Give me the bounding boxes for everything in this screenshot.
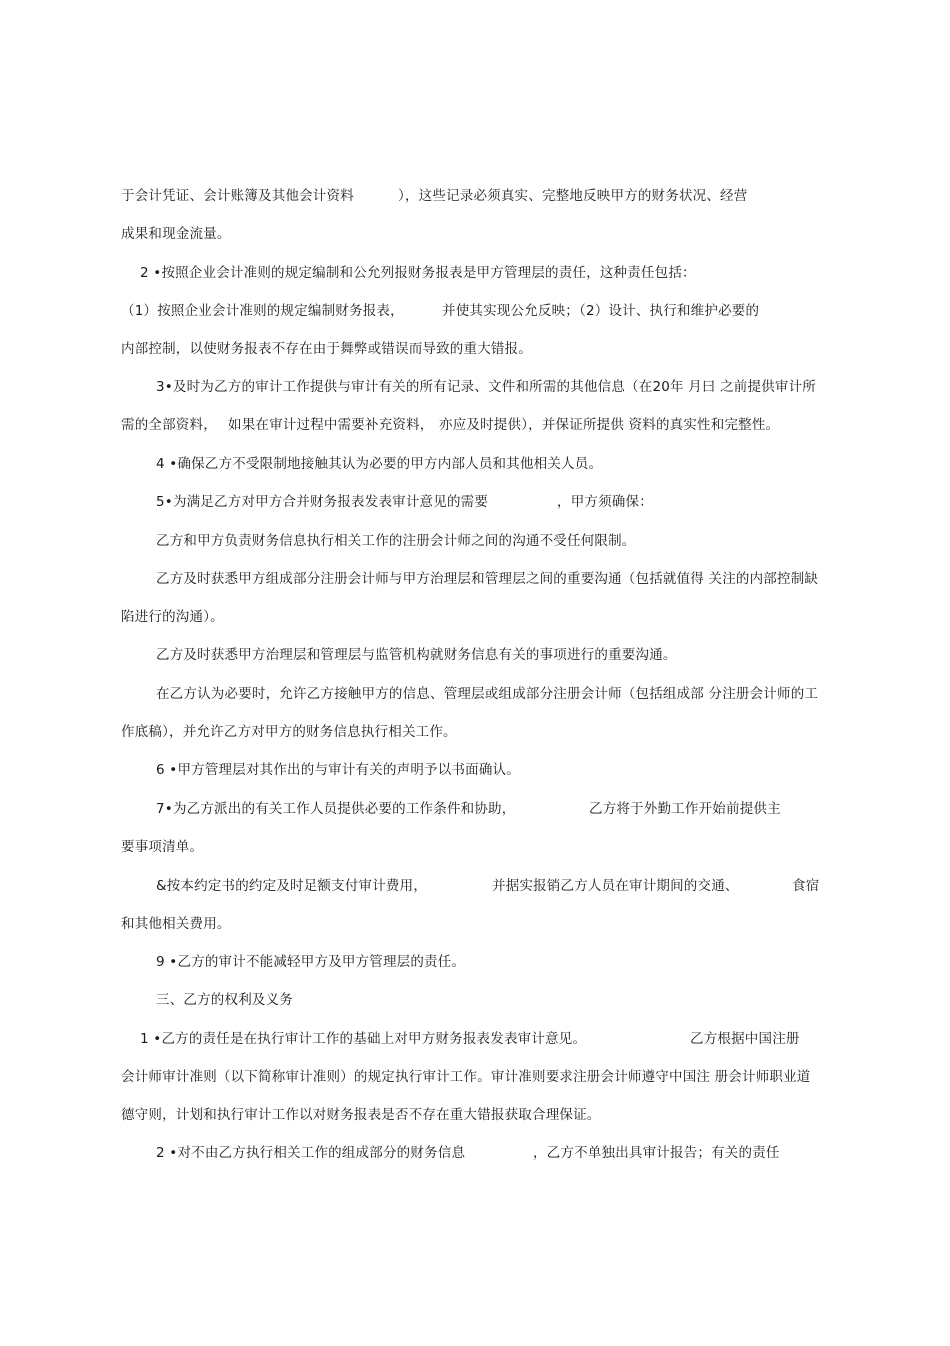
text-segment: 会计师审计准则（以下简称审计准则）的规定执行审计工作。审计准则要求注册会计师遵守中国注 册会计师职业道 [121,1069,811,1085]
text-segment: 三、乙方的权利及义务 [156,992,293,1008]
text-segment: ，乙方不单独出具审计报告；有关的责任 [533,1145,780,1161]
text-segment: 亦应及时提供），并保证所提供 资料的真实性和完整性。 [439,417,780,433]
text-segment: 成果和现金流量。 [121,226,231,242]
text-segment: 9 •乙方的审计不能减轻甲方及甲方管理层的责任。 [156,954,466,970]
text-segment: 6 •甲方管理层对其作出的与审计有关的声明予以书面确认。 [156,762,520,778]
text-segment: 要事项清单。 [121,839,204,855]
text-segment: 乙方及时获悉甲方组成部分注册会计师与甲方治理层和管理层之间的重要沟通（包括就值得 关注的内部控制缺 [156,571,819,587]
text-segment: 如果在审计过程中需要补充资料， [228,417,434,433]
text-segment: 需的全部资料， [121,417,217,433]
text-segment: 乙方及时获悉甲方治理层和管理层与监管机构就财务信息有关的事项进行的重要沟通。 [156,647,677,663]
text-segment: 乙方根据中国注册 [690,1031,800,1047]
text-segment: 乙方将于外勤工作开始前提供主 [589,801,781,817]
text-segment: &按本约定书的约定及时足额支付审计费用， [156,878,428,894]
text-segment: 并据实报销乙方人员在审计期间的交通、 [492,878,739,894]
text-segment: 2 •对不由乙方执行相关工作的组成部分的财务信息 [156,1145,466,1161]
text-segment: 并使其实现公允反映；（2）设计、执行和维护必要的 [442,303,760,319]
text-segment: 2 •按照企业会计准则的规定编制和公允列报财务报表是甲方管理层的责任，这种责任包括： [140,265,696,281]
text-segment: 于会计凭证、会计账簿及其他会计资料 [121,188,354,204]
text-segment: 3•及时为乙方的审计工作提供与审计有关的所有记录、文件和所需的其他信息（在20年 月曰 之前提供审计所 [156,379,817,395]
text-segment: 7•为乙方派出的有关工作人员提供必要的工作条件和协助， [156,801,516,817]
text-segment: 5•为满足乙方对甲方合并财务报表发表审计意见的需要 [156,494,489,510]
text-segment: 内部控制，以使财务报表不存在由于舞弊或错误而导致的重大错报。 [121,341,532,357]
text-segment: 陷进行的沟通）。 [121,609,224,625]
text-segment: 1 •乙方的责任是在执行审计工作的基础上对甲方财务报表发表审计意见。 [140,1031,587,1047]
text-segment: ），这些记录必须真实、完整地反映甲方的财务状况、经营 [398,188,748,204]
text-segment: ，甲方须确保： [557,494,653,510]
text-segment: 食宿 [792,878,820,894]
text-segment: 和其他相关费用。 [121,916,231,932]
text-segment: 作底稿），并允许乙方对甲方的财务信息执行相关工作。 [121,724,457,740]
text-segment: 4 •确保乙方不受限制地接触其认为必要的甲方内部人员和其他相关人员。 [156,456,603,472]
text-segment: （1）按照企业会计准则的规定编制财务报表， [121,303,404,319]
text-segment: 德守则，计划和执行审计工作以对财务报表是否不存在重大错报获取合理保证。 [121,1107,601,1123]
text-segment: 在乙方认为必要时，允许乙方接触甲方的信息、管理层或组成部分注册会计师（包括组成部 分注册会计师的工 [156,686,819,702]
text-segment: 乙方和甲方负责财务信息执行相关工作的注册会计师之间的沟通不受任何限制。 [156,533,636,549]
